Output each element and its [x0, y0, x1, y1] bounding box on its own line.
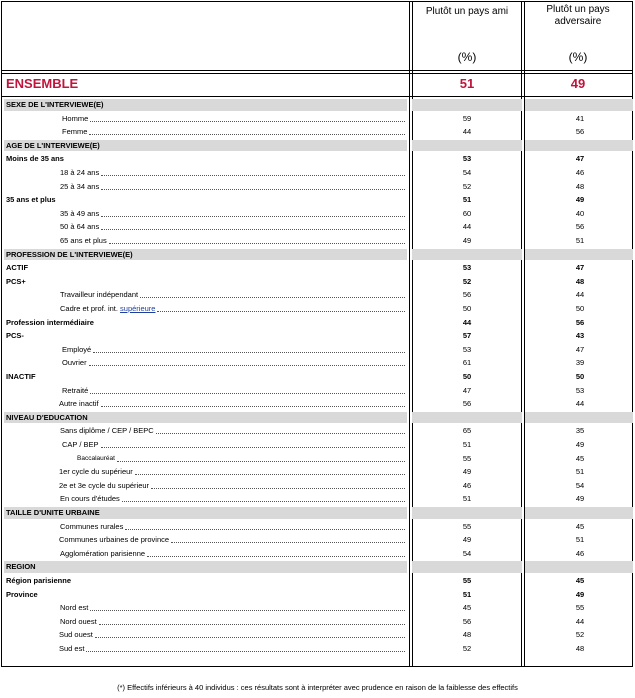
results-table: [1, 1, 633, 667]
row-label: 65 ans et plus: [60, 236, 107, 245]
value-ami: 54: [462, 548, 472, 558]
value-adversaire: 49: [575, 589, 585, 599]
leader-dots: [101, 166, 405, 176]
value-ami: 56: [462, 290, 472, 300]
value-ami: 48: [462, 630, 472, 640]
leader-dots: [101, 397, 405, 407]
value-ami: 49: [462, 467, 472, 477]
footnote: (*) Effectifs inférieurs à 40 individus : ces résultats sont à interpréter avec prudence en raison de la faiblesse des effectifs: [117, 683, 518, 692]
ensemble-value-ami: 51: [459, 76, 475, 91]
value-ami: 55: [462, 453, 472, 463]
value-adversaire: 40: [575, 208, 585, 218]
table-row: [2, 452, 632, 466]
value-ami: 46: [462, 480, 472, 490]
table-row: [2, 356, 632, 370]
value-adversaire: 48: [575, 276, 585, 286]
table-row: [2, 329, 632, 343]
table-row: [2, 302, 632, 316]
row-label: INACTIF: [6, 372, 36, 381]
value-ami: 53: [462, 344, 472, 354]
value-ami: 51: [462, 589, 472, 599]
row-label: Sud est: [59, 644, 85, 653]
table-body: [2, 2, 632, 666]
row-label: CAP / BEP: [62, 440, 99, 449]
leader-dots: [90, 384, 405, 394]
value-adversaire: 51: [575, 467, 585, 477]
spellcheck-link: supérieure: [120, 304, 156, 313]
table-row: [2, 465, 632, 479]
section-header-row: [2, 248, 632, 262]
table-row: [2, 261, 632, 275]
row-label: Agglomération parisienne: [60, 548, 146, 558]
table-row: [2, 574, 632, 588]
table-row: [2, 180, 632, 194]
row-label: 25 à 34 ans: [60, 181, 100, 191]
section-header-row: [2, 139, 632, 153]
value-adversaire: 52: [575, 630, 585, 640]
leader-dots: [125, 520, 405, 530]
section-header-row: [2, 506, 632, 520]
leader-dots: [140, 288, 405, 298]
table-row: [2, 615, 632, 629]
value-adversaire: 39: [575, 358, 585, 368]
column-header-ami-line1: Plutôt un pays ami: [425, 6, 509, 17]
value-ami: 54: [462, 168, 472, 177]
table-row: [2, 234, 632, 248]
value-adversaire: 56: [575, 127, 585, 137]
value-ami: 55: [462, 576, 472, 585]
section-shading: [412, 561, 522, 573]
value-ami: 52: [462, 276, 472, 286]
table-row: [2, 492, 632, 506]
value-adversaire: 46: [575, 548, 585, 558]
table-row: [2, 384, 632, 398]
table-row: [2, 370, 632, 384]
row-label: REGION: [6, 562, 36, 572]
leader-dots: [93, 343, 405, 353]
row-label: PCS+: [6, 276, 26, 286]
row-label: 18 à 24 ans: [60, 168, 100, 177]
table-row: [2, 588, 632, 602]
value-ami: 52: [462, 644, 472, 653]
leader-dots: [122, 492, 405, 502]
value-adversaire: 47: [575, 154, 585, 164]
value-ami: 50: [462, 372, 472, 381]
value-adversaire: 47: [575, 344, 585, 354]
leader-dots: [151, 479, 405, 489]
row-label: Moins de 35 ans: [6, 154, 64, 164]
row-label: Région parisienne: [6, 576, 72, 585]
column-header-adversaire-line2: adversaire: [554, 16, 602, 27]
value-adversaire: 44: [575, 399, 585, 409]
value-ami: 55: [462, 521, 472, 531]
unit-label-ami: (%): [457, 50, 477, 64]
value-ami: 53: [462, 154, 472, 164]
value-adversaire: 56: [575, 222, 585, 232]
leader-dots: [156, 424, 405, 434]
row-label: Communes rurales: [60, 521, 124, 531]
section-shading: [412, 99, 522, 111]
value-ami: 44: [462, 317, 472, 327]
table-row: [2, 166, 632, 180]
value-adversaire: 54: [575, 480, 585, 490]
row-label: Communes urbaines de province: [59, 535, 170, 545]
value-ami: 65: [462, 426, 472, 436]
value-adversaire: 45: [575, 521, 585, 531]
value-ami: 56: [462, 616, 472, 626]
leader-dots: [90, 601, 405, 611]
table-row: [2, 438, 632, 452]
row-label: 35 ans et plus: [6, 195, 56, 205]
value-ami: 51: [462, 494, 472, 504]
table-row: [2, 628, 632, 642]
value-adversaire: 49: [575, 195, 585, 205]
value-ami: 49: [462, 535, 472, 545]
row-label: Travailleur indépendant: [60, 290, 139, 300]
value-adversaire: 47: [575, 263, 585, 273]
table-row: [2, 343, 632, 357]
section-header-row: [2, 411, 632, 425]
row-label: Sans diplôme / CEP / BEPC: [60, 426, 154, 436]
value-ami: 45: [462, 603, 472, 613]
table-row: [2, 642, 632, 656]
leader-dots: [109, 234, 405, 244]
section-shading: [412, 412, 522, 424]
table-row: [2, 601, 632, 615]
table-row: [2, 520, 632, 534]
leader-dots: [89, 125, 405, 135]
leader-dots: [157, 302, 405, 312]
value-adversaire: 48: [575, 644, 585, 653]
value-ami: 51: [462, 195, 472, 205]
ensemble-value-adversaire: 49: [570, 76, 586, 91]
value-adversaire: 55: [575, 603, 585, 613]
table-row: [2, 152, 632, 166]
value-adversaire: 45: [575, 576, 585, 585]
table-row: [2, 125, 632, 139]
value-adversaire: 44: [575, 290, 585, 300]
value-adversaire: 41: [575, 113, 585, 123]
row-label: Autre inactif: [59, 399, 99, 409]
value-ami: 52: [462, 181, 472, 191]
value-adversaire: 49: [575, 494, 585, 504]
value-adversaire: 44: [575, 616, 585, 626]
table-row: [2, 479, 632, 493]
section-shading: [4, 561, 407, 573]
leader-dots: [117, 452, 405, 462]
value-adversaire: 56: [575, 317, 585, 327]
leader-dots: [101, 220, 405, 230]
row-label: Homme: [62, 113, 89, 123]
section-shading: [525, 140, 633, 152]
row-label: 1er cycle du supérieur: [59, 467, 133, 477]
leader-dots: [86, 642, 405, 652]
row-label: Province: [6, 589, 38, 599]
value-ami: 51: [462, 440, 472, 449]
leader-dots: [101, 180, 405, 190]
value-adversaire: 49: [575, 440, 585, 449]
section-shading: [412, 140, 522, 152]
section-shading: [525, 561, 633, 573]
section-shading: [525, 249, 633, 261]
row-label: 35 à 49 ans: [60, 208, 100, 218]
row-label: 50 à 64 ans: [60, 222, 100, 232]
row-label: SEXE DE L'INTERVIEWE(E): [6, 100, 104, 109]
value-adversaire: 43: [575, 331, 585, 341]
row-label: En cours d'études: [60, 494, 120, 504]
section-shading: [525, 507, 633, 519]
ensemble-label: ENSEMBLE: [6, 76, 79, 91]
value-adversaire: 35: [575, 426, 585, 436]
table-row: [2, 397, 632, 411]
table-row: [2, 288, 632, 302]
leader-dots: [171, 533, 405, 543]
leader-dots: [89, 356, 405, 366]
value-ami: 57: [462, 331, 472, 341]
leader-dots: [101, 207, 405, 217]
value-adversaire: 53: [575, 385, 585, 395]
value-ami: 53: [462, 263, 472, 273]
row-label: Employé: [62, 344, 92, 354]
table-row: [2, 316, 632, 330]
value-ami: 47: [462, 385, 472, 395]
leader-dots: [135, 465, 405, 475]
section-shading: [525, 412, 633, 424]
table-row: [2, 193, 632, 207]
value-ami: 60: [462, 208, 472, 218]
leader-dots: [90, 112, 405, 122]
row-label: Ouvrier: [62, 358, 87, 368]
row-label: Nord ouest: [60, 616, 97, 626]
row-label: TAILLE D'UNITE URBAINE: [6, 508, 100, 517]
value-ami: 56: [462, 399, 472, 409]
table-row: [2, 547, 632, 561]
value-adversaire: 45: [575, 453, 585, 463]
table-row: [2, 207, 632, 221]
section-header-row: [2, 98, 632, 112]
row-label: Cadre et prof. int. supérieure: [60, 304, 156, 313]
value-adversaire: 48: [575, 181, 585, 191]
leader-dots: [99, 615, 405, 625]
section-shading: [525, 99, 633, 111]
row-label: PCS-: [6, 331, 24, 341]
value-adversaire: 50: [575, 372, 585, 381]
row-label: 2e et 3e cycle du supérieur: [59, 480, 150, 490]
row-label: Nord est: [60, 603, 89, 613]
row-label: PROFESSION DE L'INTERVIEWE(E): [6, 249, 133, 259]
value-ami: 44: [462, 222, 472, 232]
leader-dots: [95, 628, 405, 638]
unit-label-adversaire: (%): [568, 50, 588, 64]
leader-dots: [101, 438, 405, 448]
section-shading: [412, 249, 522, 261]
row-label: Retraité: [62, 385, 89, 395]
value-adversaire: 51: [575, 535, 585, 545]
table-row: [2, 424, 632, 438]
value-adversaire: 51: [575, 236, 585, 245]
value-ami: 50: [462, 304, 472, 313]
value-adversaire: 50: [575, 304, 585, 313]
row-label: Sud ouest: [59, 630, 93, 640]
table-row: [2, 533, 632, 547]
row-label: NIVEAU D'EDUCATION: [6, 412, 88, 422]
value-ami: 59: [462, 113, 472, 123]
value-ami: 61: [462, 358, 472, 368]
row-label: AGE DE L'INTERVIEWE(E): [6, 140, 100, 150]
value-ami: 49: [462, 236, 472, 245]
table-row: [2, 220, 632, 234]
leader-dots: [147, 547, 405, 557]
row-label: Femme: [62, 127, 88, 137]
value-adversaire: 46: [575, 168, 585, 177]
row-label: Profession intermédiaire: [6, 317, 94, 327]
row-label: ACTIF: [6, 263, 29, 273]
table-row: [2, 275, 632, 289]
row-label: Baccalauréat: [77, 454, 115, 462]
table-row: [2, 112, 632, 126]
value-ami: 44: [462, 127, 472, 137]
section-shading: [412, 507, 522, 519]
section-header-row: [2, 560, 632, 574]
column-header-adversaire-line1: Plutôt un pays: [546, 4, 610, 15]
